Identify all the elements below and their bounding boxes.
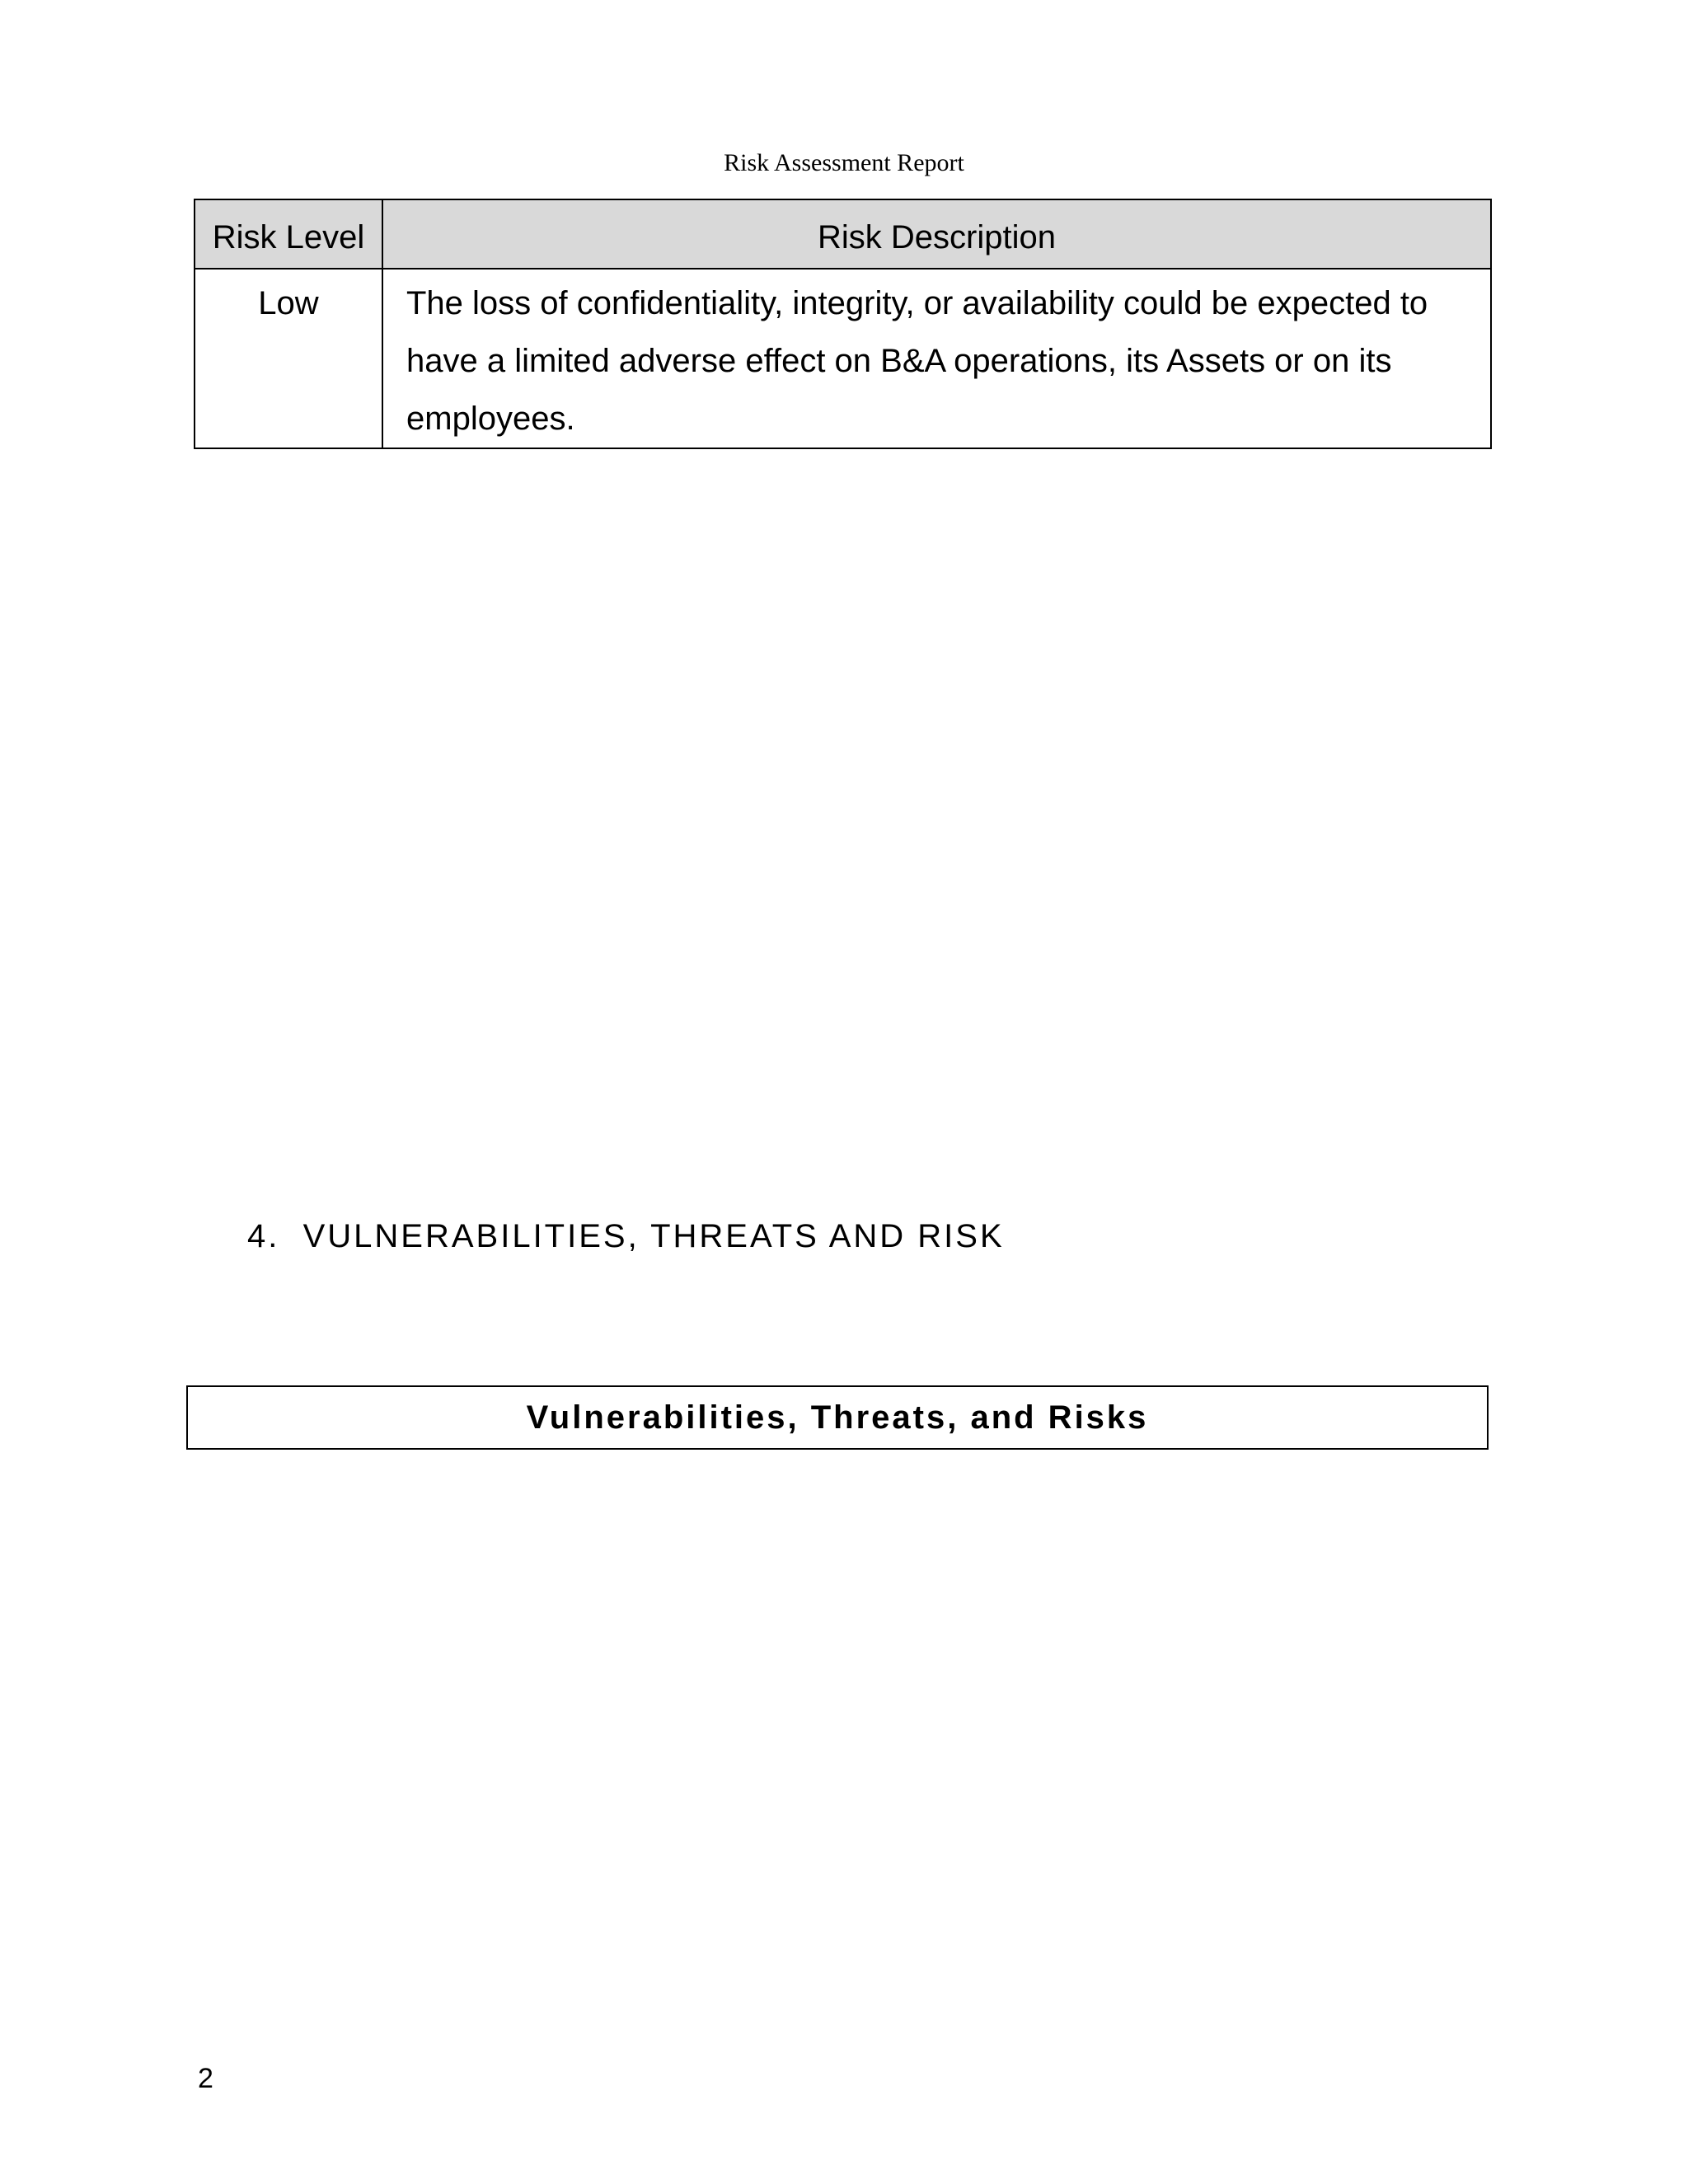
column-header-risk-description: Risk Description <box>382 199 1491 269</box>
risk-level-table <box>194 199 1492 449</box>
column-header-risk-level: Risk Level <box>195 199 382 269</box>
table-row <box>195 269 1491 448</box>
vulnerabilities-table-title: Vulnerabilities, Threats, and Risks <box>186 1385 1489 1450</box>
table-header-row <box>195 199 1491 269</box>
risk-level-cell: Low <box>195 269 382 448</box>
page-number: 2 <box>198 2063 213 2094</box>
page-header: Risk Assessment Report <box>724 149 964 176</box>
section-heading: 4. VULNERABILITIES, THREATS AND RISK <box>247 1218 1005 1254</box>
risk-description-cell: The loss of confidentiality, integrity, or availability could be expected to have a limited adverse effect on B&A operations, its Assets or on its employees. <box>382 269 1491 448</box>
